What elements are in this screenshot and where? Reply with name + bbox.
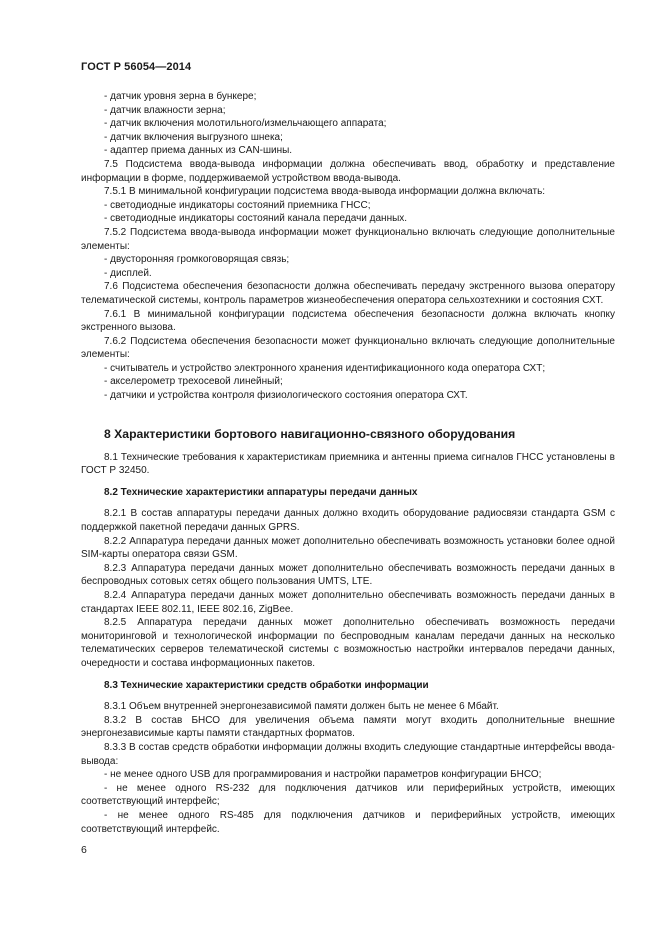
subsection-heading: 8.3 Технические характеристики средств обработки информации [104,679,429,691]
paragraph: 8.2.3 Аппаратура передачи данных может дополнительно обеспечивать возможность передачи данных в беспроводных сотовых сетях общего пользования UMTS, LTE. [81,562,615,588]
list-item: - считыватель и устройство электронного хранения идентификационного кода оператора СХТ; [104,362,546,374]
list-item: - адаптер приема данных из CAN-шины. [104,145,293,157]
paragraph: 8.2.5 Аппаратура передачи данных может дополнительно обеспечивать возможность передачи мониторинговой и технологической информации по беспроводным каналам передачи данных на несколько телематических серверов телематической системы с возможностью настройки интервалов передачи данных, очередности и состава информационных пакетов. [81,617,615,669]
paragraph: 8.3.1 Объем внутренней энергонезависимой памяти должен быть не менее 6 Мбайт. [104,701,499,713]
paragraph: 7.6.2 Подсистема обеспечения безопасности может функционально включать следующие дополнительные элементы: [81,335,615,361]
list-item: - светодиодные индикаторы состояний приемника ГНСС; [104,199,371,211]
list-item: - светодиодные индикаторы состояний канала передачи данных. [104,213,408,225]
paragraph: 8.3.2 В состав БНСО для увеличения объема памяти могут входить дополнительные внешние энергонезависимые карты памяти стандартных форматов. [81,714,615,740]
document-header: ГОСТ Р 56054—2014 [81,61,192,73]
paragraph: 7.6.1 В минимальной конфигурации подсистема обеспечения безопасности должна включать кнопку экстренного вызова. [81,308,615,334]
list-item: - не менее одного USB для программирования и настройки параметров конфигурации БНСО; [104,769,542,781]
subsection-heading: 8.2 Технические характеристики аппаратуры передачи данных [104,486,418,498]
paragraph: 8.2.4 Аппаратура передачи данных может дополнительно обеспечивать возможность передачи данных в стандартах IEEE 802.11, IEEE 802.16, ZigBee. [81,590,615,615]
paragraph: 8.2.1 В состав аппаратуры передачи данных должно входить оборудование радиосвязи стандарта GSM с поддержкой пакетной передачи данных GPRS. [81,508,615,534]
list-item: - не менее одного RS-232 для подключения датчиков или периферийных устройств, имеющих соответствующий интерфейс; [81,782,615,808]
list-item: - дисплей. [104,267,152,279]
list-item: - датчик включения молотильного/измельчающего аппарата; [104,118,387,130]
list-item: - датчик влажности зерна; [104,104,226,116]
paragraph: 8.1 Технические требования к характеристикам приемника и антенны приема сигналов ГНСС установлены в ГОСТ Р 32450. [81,451,615,477]
list-item: - акселерометр трехосевой линейный; [104,376,283,388]
list-item: - не менее одного RS-485 для подключения датчиков и периферийных устройств, имеющих соответствующий интерфейс. [81,809,615,835]
paragraph: 7.5.1 В минимальной конфигурации подсистема ввода-вывода информации должна включать: [104,186,546,198]
page-number: 6 [81,844,87,856]
list-item: - датчики и устройства контроля физиологического состояния оператора СХТ. [104,390,468,402]
list-item: - двусторонняя громкоговорящая связь; [104,254,290,266]
paragraph: 8.3.3 В состав средств обработки информации должны входить следующие стандартные интерфейсы ввода-вывода: [81,741,615,767]
paragraph: 8.2.2 Аппаратура передачи данных может дополнительно обеспечивать возможность установки более одной SIM-карты оператора связи GSM. [81,535,615,561]
list-item: - датчик включения выгрузного шнека; [104,131,283,143]
document-body [81,90,615,836]
paragraph: 7.5.2 Подсистема ввода-вывода информации может функционально включать следующие дополнительные элементы: [81,226,615,252]
list-item: - датчик уровня зерна в бункере; [104,91,257,102]
paragraph: 7.5 Подсистема ввода-вывода информации должна обеспечивать ввод, обработку и представление информации в форме, поддерживаемой устройством ввода-вывода. [81,158,615,184]
section-heading: 8 Характеристики бортового навигационно-связного оборудования [104,426,516,441]
paragraph: 7.6 Подсистема обеспечения безопасности должна обеспечивать передачу экстренного вызова оператору телематической системы, контроль параметров жизнеобеспечения оператора сельхозтехники и состояния СХТ. [81,281,615,306]
